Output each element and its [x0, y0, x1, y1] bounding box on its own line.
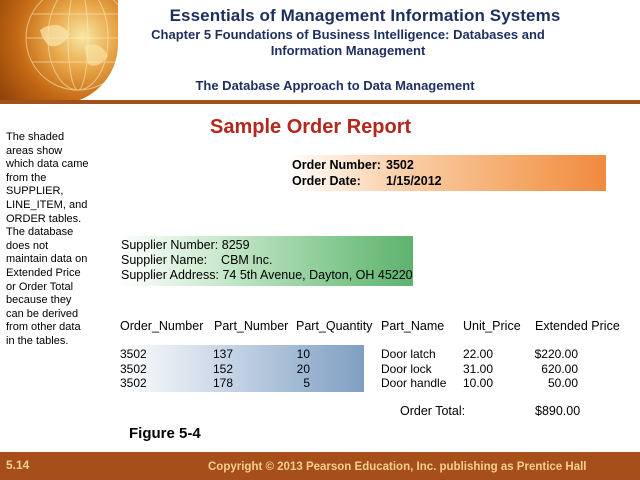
- order-total-label: Order Total:: [400, 404, 466, 418]
- slide-header: [0, 0, 640, 108]
- table-cell: Door handle: [381, 376, 447, 390]
- column-header: Unit_Price: [463, 319, 521, 333]
- supplier-name: Supplier Name: CBM Inc.: [121, 253, 273, 267]
- slide-title: Essentials of Management Information Systems: [169, 6, 561, 25]
- order-date-value: 1/15/2012: [386, 174, 442, 188]
- figure-caption: Figure 5-4: [129, 425, 201, 442]
- table-cell: 137: [213, 347, 234, 361]
- column-header: Part_Name: [381, 319, 445, 333]
- order-date-label: Order Date:: [292, 174, 361, 188]
- table-cell: 22.00: [463, 347, 494, 361]
- column-header: Order_Number: [120, 319, 204, 333]
- table-cell: 10: [296, 347, 310, 361]
- supplier-number: Supplier Number: 8259: [121, 238, 250, 252]
- order-total-value: $890.00: [535, 404, 581, 418]
- slide-footer: [0, 452, 640, 480]
- table-cell: Door lock: [381, 362, 432, 376]
- section-heading: The Database Approach to Data Management: [195, 78, 475, 93]
- table-cell: Door latch: [381, 347, 436, 361]
- table-cell: 50.00: [547, 376, 578, 390]
- table-cell: 178: [213, 376, 234, 390]
- table-cell: 3502: [120, 362, 147, 376]
- table-cell: 20: [296, 362, 310, 376]
- table-cell: 152: [213, 362, 234, 376]
- table-cell: $220.00: [534, 347, 578, 361]
- order-number-value: 3502: [386, 158, 414, 172]
- column-header: Extended Price: [535, 319, 620, 333]
- column-header: Part_Quantity: [296, 319, 373, 333]
- report-title: Sample Order Report: [210, 116, 412, 138]
- supplier-address: Supplier Address: 74 5th Avenue, Dayton, OH 45220: [121, 268, 413, 282]
- chapter-subtitle: Chapter 5 Foundations of Business Intelligence: Databases and Information Management: [151, 27, 545, 58]
- side-note: The shaded areas show which data came from the SUPPLIER, LINE_ITEM, and ORDER tables. The database does not maintain data on Extended Price or Order Total because they can be derived from other data in the tables.: [6, 131, 89, 347]
- line-item-shade: [117, 345, 364, 392]
- table-cell: 3502: [120, 347, 147, 361]
- header-divider: [0, 100, 640, 104]
- order-info-box: [286, 155, 606, 191]
- table-cell: 620.00: [541, 362, 578, 376]
- column-header: Part_Number: [214, 319, 289, 333]
- copyright-notice: Copyright © 2013 Pearson Education, Inc. publishing as Prentice Hall: [208, 461, 587, 473]
- supplier-info-box: [117, 236, 413, 286]
- table-cell: 31.00: [463, 362, 494, 376]
- table-cell: 10.00: [463, 376, 494, 390]
- order-number-label: Order Number:: [292, 158, 381, 172]
- table-cell: 5: [303, 376, 310, 390]
- slide-number: 5.14: [6, 458, 30, 472]
- table-cell: 3502: [120, 376, 147, 390]
